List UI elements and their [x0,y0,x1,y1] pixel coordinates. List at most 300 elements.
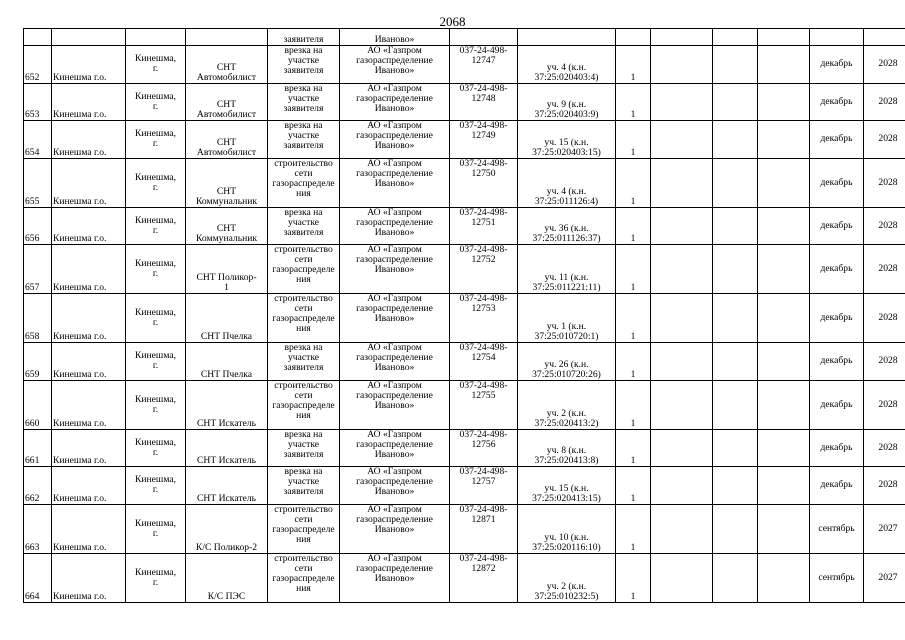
cell-empty-3 [758,429,810,467]
table-row [24,245,905,294]
cell-municipality [52,207,126,245]
cell-year-text: 2028 [878,479,898,491]
cell-count-text: 1 [630,590,636,602]
cell-organization-text: АО «Газпром газораспределение Иваново» [356,207,433,238]
cell-num-text: 653 [25,109,40,120]
cell-num-text: 664 [25,590,40,602]
cell-year [864,553,905,602]
cell-municipality [52,294,126,343]
cell-locality [126,504,186,553]
cell-empty-1 [651,83,713,121]
table-row [24,380,905,429]
cell-empty-2 [713,380,758,429]
cell-code [450,343,518,381]
cell-organization-text: АО «Газпром газораспределение Иваново» [356,293,433,324]
cell-organization-text: АО «Газпром газораспределение Иваново» [356,342,433,373]
cell-organization [340,207,450,245]
table-row [24,553,905,602]
cell-year-text: 2028 [878,133,898,145]
cell-locality-text: Кинешма, г. [135,436,176,458]
table-row [24,121,905,159]
cell-object [186,553,268,602]
cell-municipality-text: Кинешма г.о. [53,590,107,602]
cell-address [518,121,616,159]
cell-address [518,553,616,602]
cell-year [864,121,905,159]
cell-reason [268,158,340,207]
cell-address-text: уч. 2 (к.н. 37:25:010232:5) [534,580,599,602]
cell-organization [340,504,450,553]
cell-num [24,467,52,505]
cell-organization [340,294,450,343]
cell-code-text: 037-24-498- 12753 [459,293,508,314]
cell-object-text: СНТ Автомобилист [196,136,257,158]
cell-count [616,245,651,294]
cell-count [616,294,651,343]
cell-code-text: 037-24-498- 12750 [459,158,508,179]
cell-year-text: 2027 [878,522,898,534]
cell-municipality-text: Кинешма г.о. [53,233,107,244]
cell-municipality-text: Кинешма г.о. [53,492,107,504]
cell-code-text: 037-24-498- 12748 [459,83,508,104]
cell-month-text: декабрь [820,58,853,70]
cell-year-text: 2028 [878,263,898,274]
cell-municipality-text: Кинешма г.о. [53,282,107,293]
cell-empty-3 [758,83,810,121]
cell-address [518,29,616,46]
cell-year [864,158,905,207]
cell-address-text: уч. 8 (к.н. 37:25:020413:8) [534,445,599,466]
cell-month-text: декабрь [820,219,853,231]
cell-address-text: уч. 4 (к.н. 37:25:020403:4) [534,61,599,83]
cell-locality [126,245,186,294]
cell-empty-1 [651,343,713,381]
register-table [23,28,905,603]
cell-organization-text: АО «Газпром газораспределение Иваново» [356,244,433,275]
table-row [24,294,905,343]
cell-municipality-text: Кинешма г.о. [53,71,107,83]
table-row [24,46,905,84]
cell-num-text: 654 [25,146,40,158]
cell-address [518,429,616,467]
cell-num [24,158,52,207]
cell-count [616,207,651,245]
cell-reason-text: врезка на участке заявителя [283,45,324,76]
cell-empty-2 [713,158,758,207]
cell-reason-text: врезка на участке заявителя [283,429,324,460]
cell-organization-text: АО «Газпром газораспределение Иваново» [356,45,433,76]
cell-month [810,121,864,159]
cell-count-text: 1 [630,455,636,466]
cell-num [24,504,52,553]
cell-organization-text: АО «Газпром газораспределение Иваново» [356,466,433,497]
cell-year-text: 2028 [878,398,898,410]
cell-object-text: СНТ Поликор- 1 [196,272,257,293]
cell-locality [126,294,186,343]
cell-object-text: СНТ Пчелка [200,368,253,380]
cell-address [518,46,616,84]
cell-month [810,29,864,46]
cell-municipality [52,380,126,429]
cell-object-text: СНТ Коммунальник [195,185,258,207]
cell-code [450,504,518,553]
cell-empty-1 [651,553,713,602]
cell-reason [268,553,340,602]
cell-empty-1 [651,429,713,467]
cell-empty-1 [651,245,713,294]
cell-empty-2 [713,467,758,505]
cell-address-text: уч. 4 (к.н. 37:25:011126:4) [534,185,599,207]
cell-address [518,207,616,245]
cell-address [518,504,616,553]
cell-empty-2 [713,429,758,467]
cell-empty-2 [713,46,758,84]
cell-num [24,207,52,245]
cell-reason [268,207,340,245]
cell-month [810,553,864,602]
cell-reason-text: строительство сети газораспределе ния [272,380,335,421]
cell-count-text: 1 [630,195,636,207]
cell-locality [126,46,186,84]
table-row [24,504,905,553]
table-row [24,467,905,505]
cell-year-text: 2028 [878,95,898,107]
cell-num [24,294,52,343]
cell-empty-3 [758,29,810,46]
cell-count [616,83,651,121]
cell-municipality-text: Кинешма г.о. [53,109,107,120]
cell-count [616,46,651,84]
cell-object [186,207,268,245]
cell-empty-2 [713,343,758,381]
cell-address-text: уч. 1 (к.н. 37:25:010720:1) [534,321,599,342]
cell-organization-text: АО «Газпром газораспределение Иваново» [356,553,433,584]
cell-code-text: 037-24-498- 12871 [459,504,508,525]
cell-reason [268,83,340,121]
cell-code [450,294,518,343]
cell-month-text: декабрь [820,355,853,367]
cell-object [186,245,268,294]
cell-code [450,207,518,245]
cell-year [864,429,905,467]
page-number: 2068 [439,14,466,29]
cell-empty-3 [758,46,810,84]
cell-month-text: декабрь [820,479,853,491]
cell-year-text: 2028 [878,219,898,231]
cell-month [810,467,864,505]
cell-month-text: декабрь [820,312,853,323]
cell-code-text: 037-24-498- 12756 [459,429,508,450]
cell-municipality [52,46,126,84]
cell-object-text: СНТ Искатель [197,417,256,429]
cell-organization [340,245,450,294]
cell-code-text: 037-24-498- 12757 [459,466,508,487]
cell-year [864,467,905,505]
cell-locality [126,553,186,602]
cell-code-text: 037-24-498- 12752 [459,244,508,265]
table-row [24,207,905,245]
cell-num-text: 659 [25,368,40,380]
cell-code [450,46,518,84]
cell-empty-1 [651,294,713,343]
table-row [24,343,905,381]
cell-reason [268,343,340,381]
cell-organization [340,158,450,207]
cell-municipality [52,343,126,381]
cell-address-text: уч. 10 (к.н. 37:25:020116:10) [532,531,601,553]
cell-reason-text: врезка на участке заявителя [283,342,324,373]
cell-empty-1 [651,380,713,429]
cell-month-text: декабрь [820,133,853,145]
cell-reason [268,380,340,429]
cell-empty-3 [758,245,810,294]
cell-num [24,29,52,46]
cell-organization-text: АО «Газпром газораспределение Иваново» [356,380,433,411]
cell-count-text: 1 [630,109,636,120]
cell-year [864,504,905,553]
cell-object-text: К/С ПЭС [207,590,246,602]
cell-num-text: 657 [25,282,40,293]
cell-year [864,83,905,121]
cell-empty-2 [713,121,758,159]
cell-organization [340,343,450,381]
cell-reason-text: строительство сети газораспределе ния [272,293,335,334]
cell-reason-text: врезка на участке заявителя [283,207,324,238]
cell-reason-text: строительство сети газораспределе ния [272,244,335,285]
cell-count-text: 1 [630,541,636,553]
cell-code-text: 037-24-498- 12755 [459,380,508,401]
cell-count-text: 1 [630,233,636,244]
cell-reason-text: врезка на участке заявителя [283,466,324,497]
cell-organization [340,46,450,84]
cell-month [810,158,864,207]
cell-count-text: 1 [630,368,636,380]
cell-count [616,553,651,602]
cell-object-text: СНТ Автомобилист [196,61,257,83]
cell-num [24,83,52,121]
cell-code-text: 037-24-498- 12747 [459,45,508,66]
cell-locality-text: Кинешма, г. [135,393,176,415]
cell-object [186,380,268,429]
cell-reason-text: строительство сети газораспределе ния [272,553,335,594]
cell-empty-3 [758,380,810,429]
cell-address [518,380,616,429]
cell-code [450,245,518,294]
cell-locality [126,29,186,46]
cell-count-text: 1 [630,146,636,158]
cell-object [186,294,268,343]
cell-reason-text: врезка на участке заявителя [283,120,324,151]
cell-empty-3 [758,294,810,343]
cell-month [810,207,864,245]
cell-month [810,429,864,467]
cell-num [24,553,52,602]
cell-code [450,467,518,505]
cell-month-text: декабрь [820,263,853,274]
cell-code [450,83,518,121]
cell-count-text: 1 [630,282,636,293]
cell-address-text: уч. 9 (к.н. 37:25:020403:9) [534,99,599,120]
cell-organization [340,429,450,467]
cell-locality-text: Кинешма, г. [135,517,176,539]
cell-num-text: 662 [25,492,40,504]
cell-reason [268,294,340,343]
cell-address [518,294,616,343]
cell-organization [340,467,450,505]
cell-address [518,158,616,207]
cell-object [186,343,268,381]
cell-year-text: 2028 [878,355,898,367]
cell-locality [126,121,186,159]
cell-count [616,158,651,207]
cell-month [810,343,864,381]
cell-num [24,343,52,381]
cell-address-text: уч. 26 (к.н. 37:25:010720:26) [532,358,601,380]
cell-address [518,343,616,381]
cell-month-text: декабрь [820,441,853,453]
cell-locality [126,343,186,381]
cell-empty-1 [651,158,713,207]
cell-organization-text: АО «Газпром газораспределение Иваново» [356,158,433,189]
cell-municipality [52,504,126,553]
cell-reason-text: строительство сети газораспределе ния [272,504,335,545]
cell-count [616,504,651,553]
cell-code [450,121,518,159]
cell-object-text: СНТ Коммунальник [195,223,258,244]
cell-reason [268,121,340,159]
cell-locality [126,429,186,467]
cell-code [450,158,518,207]
cell-month [810,46,864,84]
cell-year-text: 2028 [878,58,898,70]
cell-object-text: СНТ Автомобилист [196,99,257,120]
cell-month [810,83,864,121]
cell-code [450,429,518,467]
cell-num-text: 658 [25,331,40,342]
cell-locality [126,207,186,245]
cell-code [450,380,518,429]
cell-code [450,29,518,46]
cell-count [616,429,651,467]
cell-organization [340,83,450,121]
cell-count [616,29,651,46]
cell-reason [268,504,340,553]
cell-object [186,158,268,207]
cell-address-text: уч. 15 (к.н. 37:25:020413:15) [532,482,601,504]
cell-empty-3 [758,467,810,505]
cell-municipality-text: Кинешма г.о. [53,455,107,466]
cell-year-text: 2028 [878,176,898,188]
cell-reason-text: строительство сети газораспределе ния [272,158,335,199]
cell-municipality [52,158,126,207]
cell-empty-1 [651,121,713,159]
cell-year [864,380,905,429]
cell-empty-2 [713,504,758,553]
cell-empty-1 [651,504,713,553]
cell-organization-text: АО «Газпром газораспределение Иваново» [356,83,433,114]
cell-month [810,504,864,553]
cell-num-text: 656 [25,233,40,244]
cell-num [24,46,52,84]
cell-year-text: 2028 [878,312,898,323]
cell-month-text: сентябрь [818,571,855,583]
cell-locality-text: Кинешма, г. [135,566,176,588]
cell-locality [126,467,186,505]
table-body [24,29,905,603]
cell-month-text: декабрь [820,176,853,188]
cell-municipality-text: Кинешма г.о. [53,541,107,553]
cell-empty-2 [713,29,758,46]
cell-address [518,245,616,294]
cell-address-text: уч. 11 (к.н. 37:25:011221:11) [532,272,601,293]
cell-address [518,83,616,121]
cell-object-text: К/С Поликор-2 [195,541,258,553]
cell-locality-text: Кинешма, г. [135,90,176,112]
cell-reason [268,245,340,294]
cell-count [616,467,651,505]
cell-month [810,380,864,429]
cell-locality [126,83,186,121]
cell-empty-2 [713,83,758,121]
cell-municipality-text: Кинешма г.о. [53,331,107,342]
cell-reason-text: врезка на участке заявителя [283,83,324,114]
cell-address-text: уч. 36 (к.н. 37:25:011126:37) [532,223,601,244]
cell-num [24,429,52,467]
cell-empty-3 [758,343,810,381]
cell-count [616,343,651,381]
cell-organization [340,553,450,602]
cell-year [864,207,905,245]
cell-object [186,29,268,46]
cell-municipality-text: Кинешма г.о. [53,146,107,158]
cell-num-text: 660 [25,417,40,429]
cell-locality-text: Кинешма, г. [135,171,176,193]
cell-empty-2 [713,553,758,602]
cell-month-text: декабрь [820,95,853,107]
cell-month-text: декабрь [820,398,853,410]
cell-empty-2 [713,207,758,245]
cell-count [616,380,651,429]
cell-empty-1 [651,29,713,46]
cell-empty-1 [651,46,713,84]
cell-municipality [52,467,126,505]
cell-locality-text: Кинешма, г. [135,474,176,496]
cell-reason: заявителя [268,29,340,46]
cell-empty-3 [758,553,810,602]
cell-object [186,504,268,553]
cell-empty-3 [758,504,810,553]
cell-locality-text: Кинешма, г. [135,350,176,372]
cell-reason [268,429,340,467]
cell-address-text: уч. 15 (к.н. 37:25:020403:15) [532,136,601,158]
cell-locality [126,158,186,207]
cell-num-text: 652 [25,71,40,83]
table-row-continuation [24,29,905,46]
cell-empty-3 [758,158,810,207]
cell-reason [268,467,340,505]
cell-locality-text: Кинешма, г. [135,214,176,236]
cell-month [810,245,864,294]
cell-num-text: 655 [25,195,40,207]
cell-num [24,121,52,159]
cell-locality-text: Кинешма, г. [135,128,176,150]
cell-count-text: 1 [630,71,636,83]
cell-empty-1 [651,207,713,245]
cell-year [864,46,905,84]
cell-municipality [52,29,126,46]
cell-year-text: 2028 [878,441,898,453]
cell-municipality-text: Кинешма г.о. [53,368,107,380]
